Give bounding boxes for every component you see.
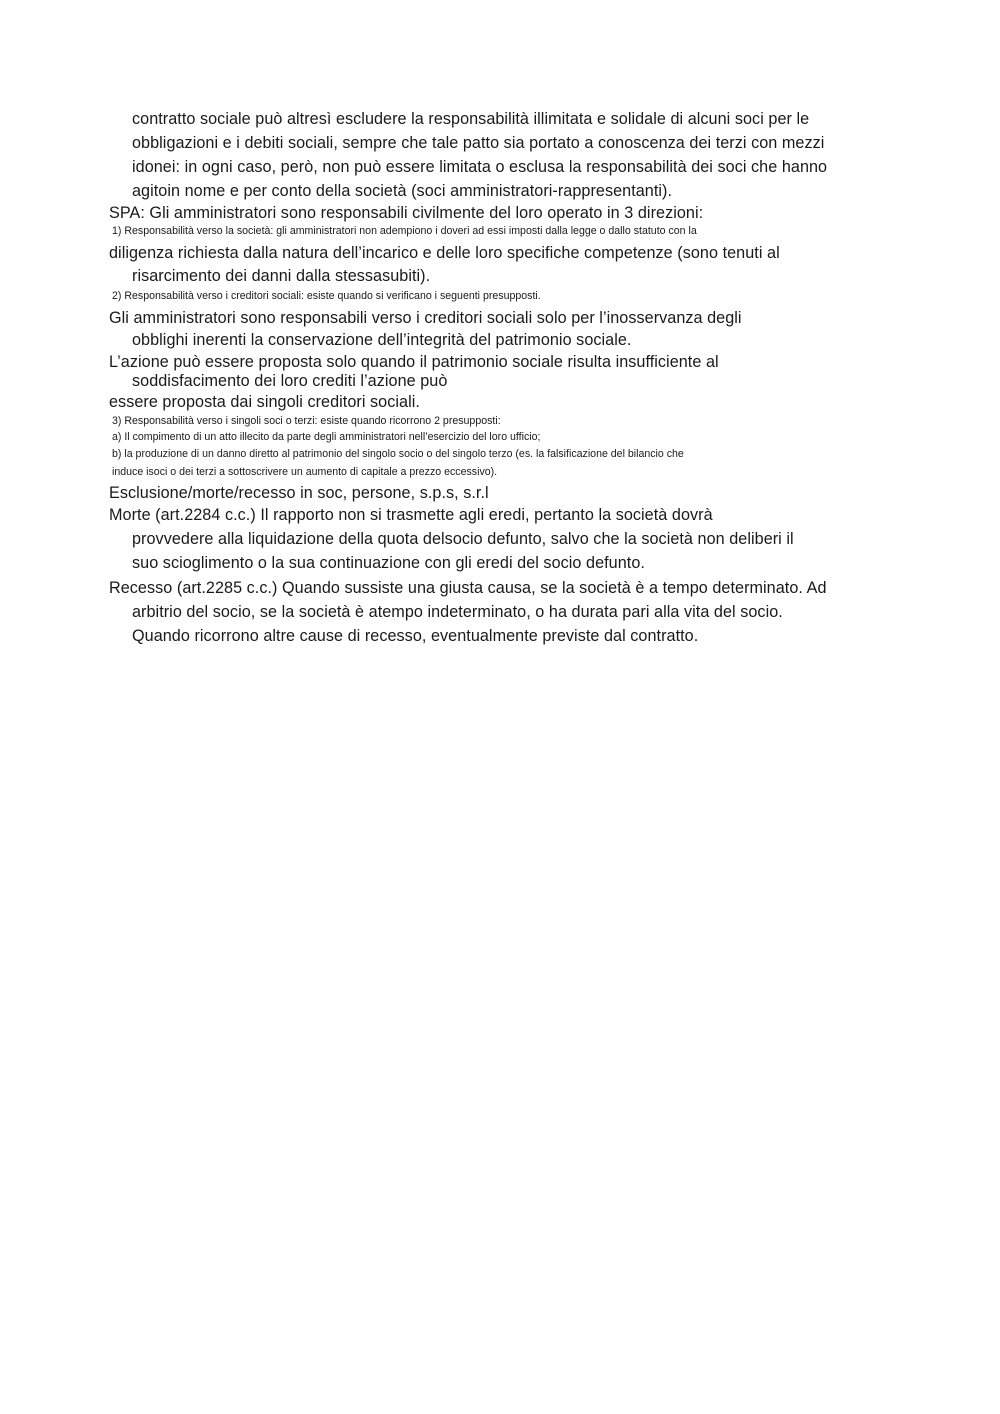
text-line: obblighi inerenti la conservazione dell’integrità del patrimonio sociale. <box>132 331 632 349</box>
text-line: essere proposta dai singoli creditori sociali. <box>109 393 420 411</box>
text-line: diligenza richiesta dalla natura dell’incarico e delle loro specifiche competenze (sono tenuti al <box>109 244 780 262</box>
text-line: idonei: in ogni caso, però, non può essere limitata o esclusa la responsabilità dei soci che hanno <box>132 158 828 176</box>
text-line: Esclusione/morte/recesso in soc, persone, s.p.s, s.r.l <box>109 484 489 502</box>
text-line: SPA: Gli amministratori sono responsabili civilmente del loro operato in 3 direzioni: <box>109 204 704 222</box>
text-line: soddisfacimento dei loro crediti l’azione può <box>132 372 448 390</box>
text-line: 3) Responsabilità verso i singoli soci o terzi: esiste quando ricorrono 2 presupposti: <box>112 415 501 427</box>
text-line: suo scioglimento o la sua continuazione con gli eredi del socio defunto. <box>132 554 645 572</box>
text-line: obbligazioni e i debiti sociali, sempre che tale patto sia portato a conoscenza dei terzi con mezzi <box>132 134 825 152</box>
text-line: agitoin nome e per conto della società (soci amministratori-rappresentanti). <box>132 182 673 200</box>
text-line: 1) Responsabilità verso la società: gli amministratori non adempiono i doveri ad essi imposti dalla legge o dallo statuto con la <box>112 225 697 237</box>
text-line: Recesso (art.2285 c.c.) Quando sussiste una giusta causa, se la società è a tempo determinato. Ad <box>109 579 827 597</box>
text-line: contratto sociale può altresì escludere la responsabilità illimitata e solidale di alcuni soci per le <box>132 110 810 128</box>
text-line: Quando ricorrono altre cause di recesso, eventualmente previste dal contratto. <box>132 627 699 645</box>
text-line: risarcimento dei danni dalla stessasubiti). <box>132 267 431 285</box>
text-line: provvedere alla liquidazione della quota delsocio defunto, salvo che la società non deliberi il <box>132 530 794 548</box>
text-line: induce isoci o dei terzi a sottoscrivere un aumento di capitale a prezzo eccessivo). <box>112 466 498 478</box>
text-line: L’azione può essere proposta solo quando il patrimonio sociale risulta insufficiente al <box>109 353 719 371</box>
text-line: Gli amministratori sono responsabili verso i creditori sociali solo per l’inosservanza degli <box>109 309 742 327</box>
text-line: a) Il compimento di un atto illecito da parte degli amministratori nell’esercizio del loro ufficio; <box>112 431 541 443</box>
text-line: b) la produzione di un danno diretto al patrimonio del singolo socio o del singolo terzo (es. la falsificazione del bilancio che <box>112 448 684 460</box>
text-line: Morte (art.2284 c.c.) Il rapporto non si trasmette agli eredi, pertanto la società dovrà <box>109 506 713 524</box>
text-line: 2) Responsabilità verso i creditori sociali: esiste quando si verificano i seguenti presupposti. <box>112 290 541 302</box>
text-line: arbitrio del socio, se la società è atempo indeterminato, o ha durata pari alla vita del socio. <box>132 603 783 621</box>
